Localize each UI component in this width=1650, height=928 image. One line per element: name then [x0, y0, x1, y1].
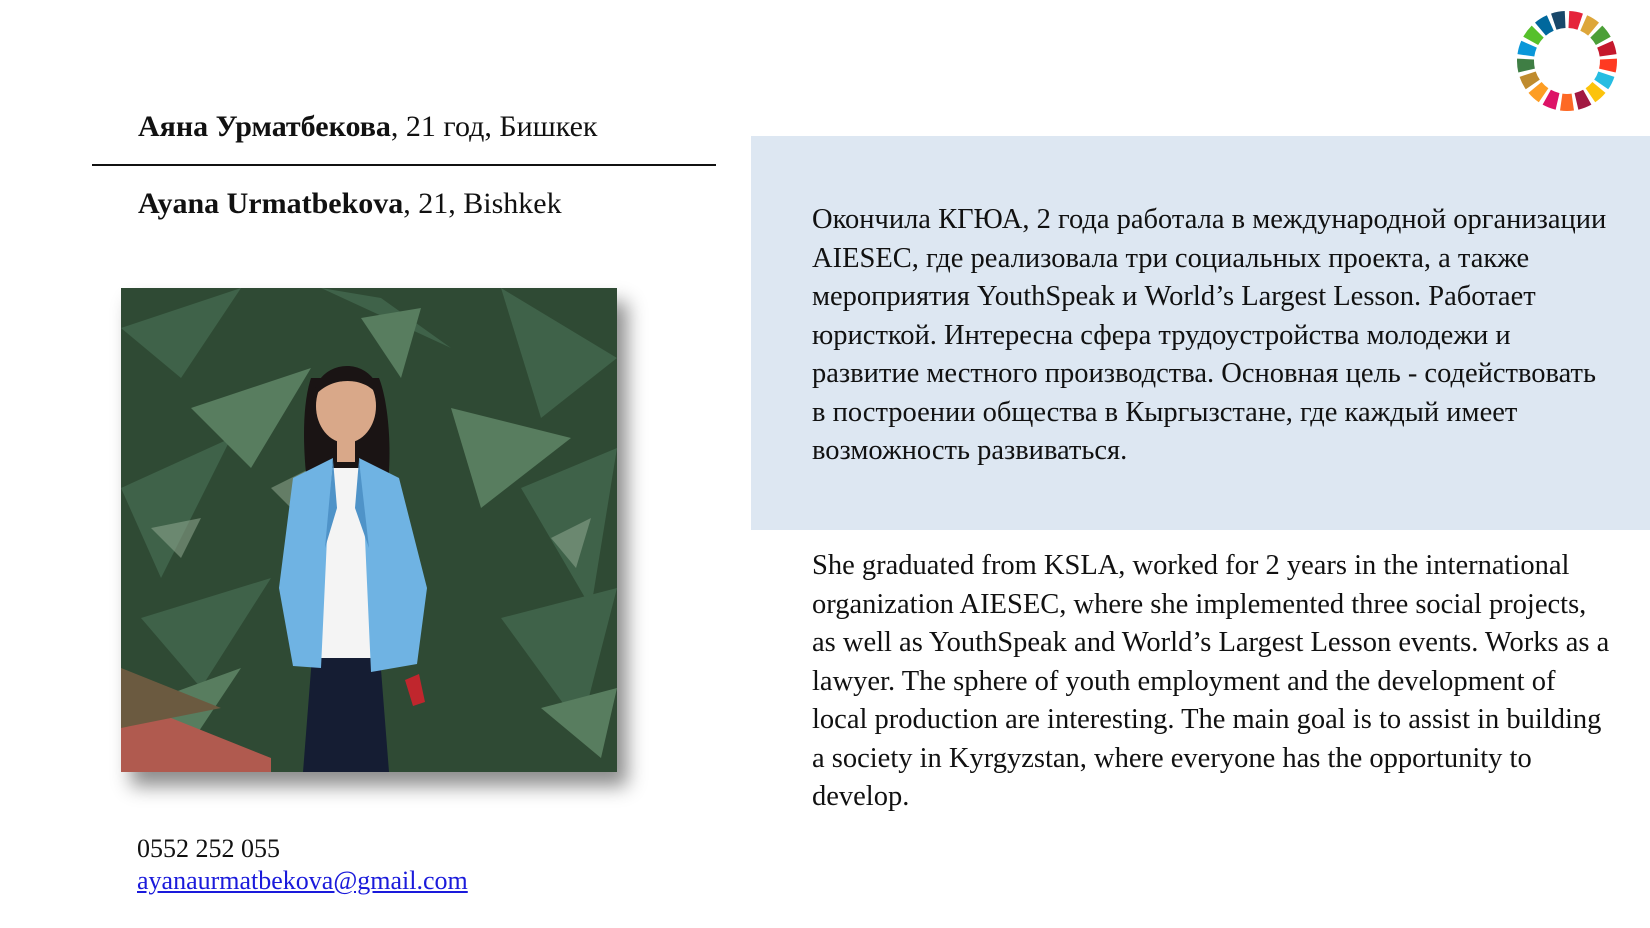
name-ru — [138, 110, 597, 144]
name-ru-bold: Аяна Урматбекова — [138, 110, 391, 143]
name-en-bold: Ayana Urmatbekova — [138, 187, 404, 220]
divider — [92, 164, 716, 166]
details-ru: , 21 год, Бишкек — [390, 110, 598, 143]
sdg-segment — [1517, 41, 1536, 57]
sdg-segment — [1551, 11, 1565, 30]
sdg-segment — [1560, 94, 1574, 111]
name-en — [138, 187, 562, 221]
sdg-segment — [1599, 59, 1617, 73]
bio-text-en: She graduated from KSLA, worked for 2 years in the international organization AIESEC, where she implemented three social projects, as well as YouthSpeak and World’s Largest Lesson events. Works as a lawyer. The sphere of youth employment and the development of local production are interesting. The main goal is to assist in building a society in Kyrgyzstan, where everyone has the opportunity to develop. — [812, 550, 1610, 812]
portrait-photo — [121, 288, 617, 772]
email-link[interactable]: ayanaurmatbekova@gmail.com — [137, 866, 468, 895]
sdg-segment — [1568, 11, 1582, 30]
sdg-wheel-icon — [1514, 8, 1620, 114]
phone-number: 0552 252 055 — [137, 834, 280, 863]
sdg-segment — [1517, 59, 1535, 73]
details-en: , 21, Bishkek — [403, 187, 562, 220]
sdg-segment — [1597, 41, 1616, 57]
bio-text-ru: Окончила КГЮА, 2 года работала в международной организации AIESEC, где реализовала три социальных проекта, а также мероприятия YouthSpeak и World’s Largest Lesson. Работает юристкой. Интересна сфера трудоустройства молодежи и развитие местного производства. Основная цель - содействовать в построении общества в Кыргызстане, где каждый имеет возможность развиваться. — [812, 204, 1607, 466]
